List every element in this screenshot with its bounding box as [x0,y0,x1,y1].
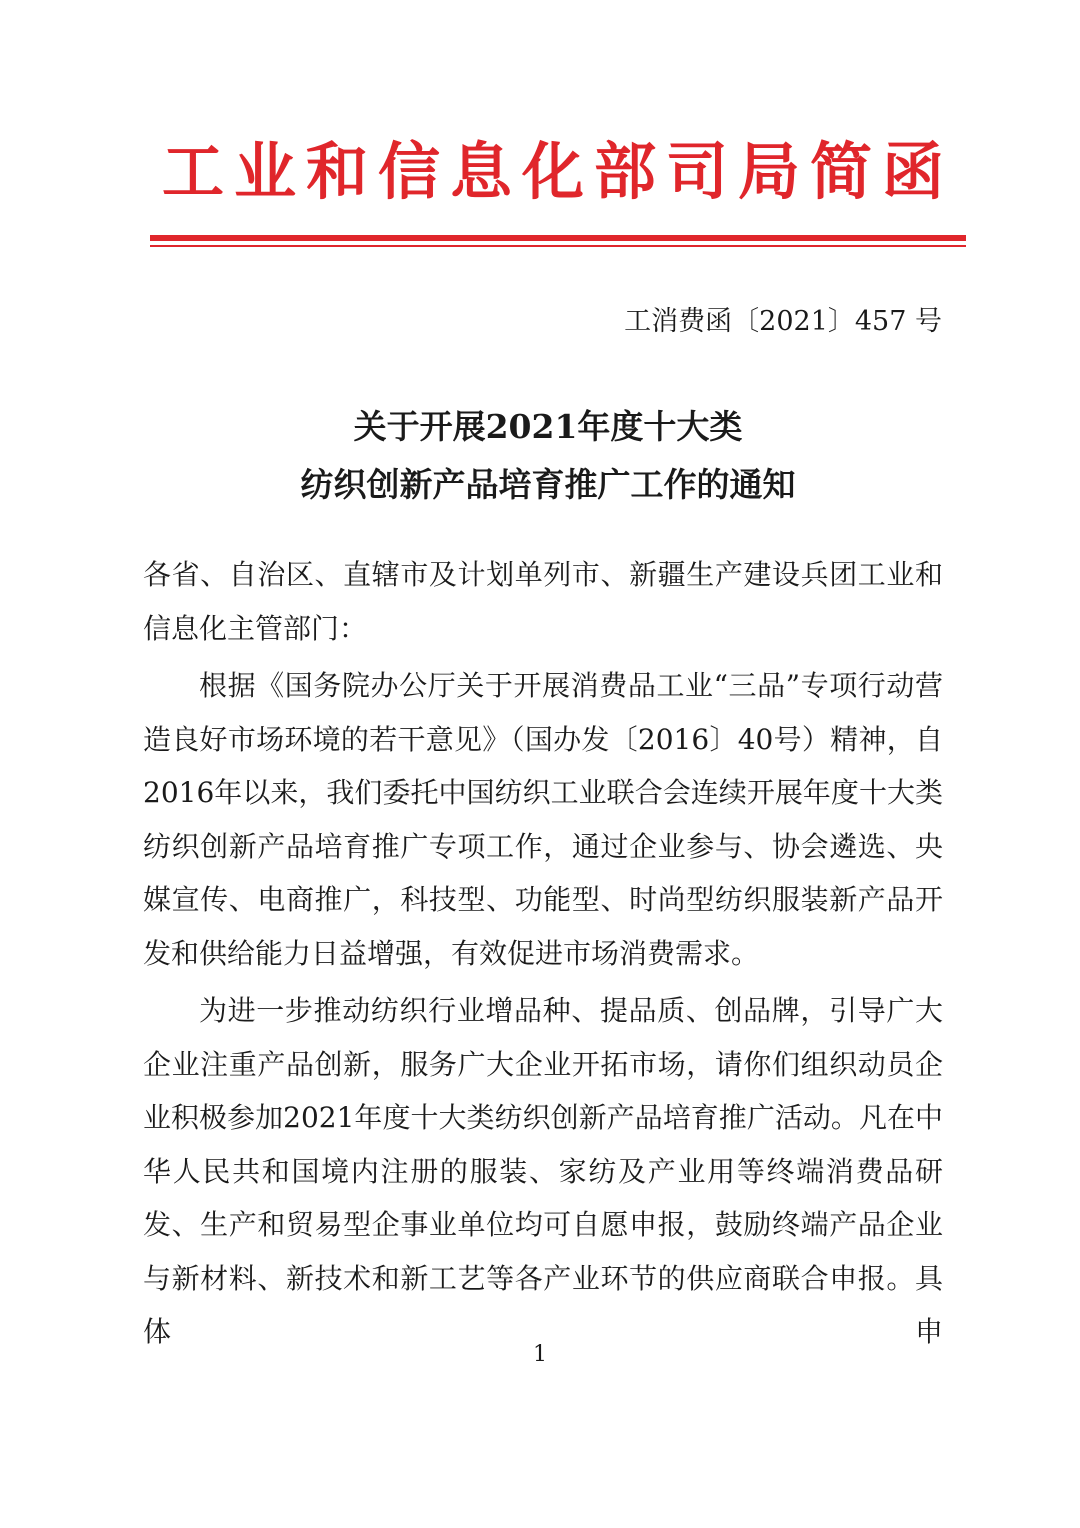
masthead-title: 工业和信息化部司局简函 [161,135,954,208]
body-paragraph-2: 为进一步推动纺织行业增品种、提品质、创品牌，引导广大企业注重产品创新，服务广大企业开拓市场，请你们组织动员企业积极参加2021年度十大类纺织创新产品培育推广活动。凡在中华人民共和国境内注册的服装、家纺及产业用等终端消费品研发、生产和贸易型企事业单位均可自愿申报，鼓励终端产品企业与新材料、新技术和新工艺等各产业环节的供应商联合申报。具体申 [143,994,943,1348]
page-number: 1 [533,1342,547,1367]
document-body [143,548,943,1359]
document-number: 工消费函〔2021〕457 号 [624,306,942,337]
masthead-rule-thick [150,235,966,241]
masthead-rule-thin [150,245,966,247]
document-title-line1: 关于开展2021年度十大类 [353,407,743,446]
document-title-line2: 纺织创新产品培育推广工作的通知 [300,465,796,504]
body-paragraph-1: 根据《国务院办公厅关于开展消费品工业“三品”专项行动营造良好市场环境的若干意见》（国办发〔2016〕40号）精神，自2016年以来，我们委托中国纺织工业联合会连续开展年度十大类纺织创新产品培育推广专项工作，通过企业参与、协会遴选、央媒宣传、电商推广，科技型、功能型、时尚型纺织服装新产品开发和供给能力日益增强，有效促进市场消费需求。 [143,669,943,970]
addressee: 各省、自治区、直辖市及计划单列市、新疆生产建设兵团工业和信息化主管部门： [143,558,943,645]
